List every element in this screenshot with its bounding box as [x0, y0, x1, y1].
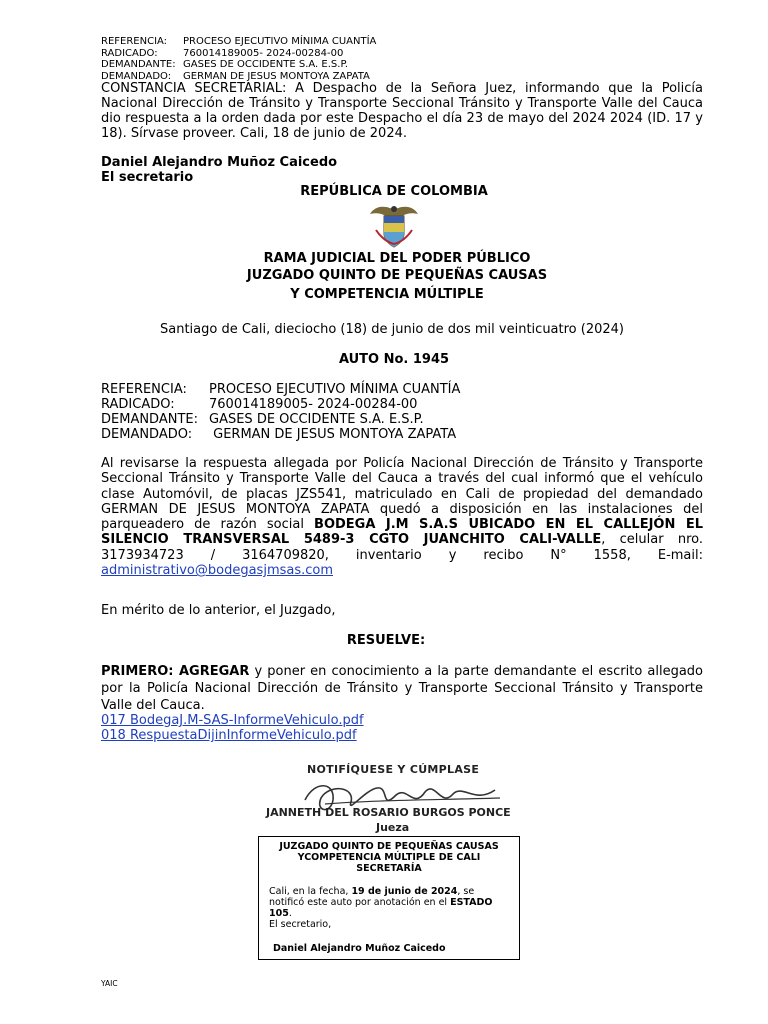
box-heading-3: SECRETARÍA [356, 863, 422, 874]
box-heading-2: YCOMPETENCIA MÚLTIPLE DE CALI [297, 852, 481, 863]
judge-name: JANNETH DEL ROSARIO BURGOS PONCE [266, 806, 511, 819]
notification-stamp-box [258, 836, 520, 960]
header-ref-row: DEMANDANTE: GASES DE OCCIDENTE S.A. E.S.P. [101, 59, 349, 70]
court-line-1: RAMA JUDICIAL DEL PODER PÚBLICO [263, 251, 531, 266]
republic-heading: REPÚBLICA DE COLOMBIA [300, 184, 488, 199]
judge-role: Jueza [376, 821, 410, 834]
court-line-2: JUZGADO QUINTO DE PEQUEÑAS CAUSAS [246, 268, 548, 283]
auto-number: AUTO No. 1945 [338, 352, 450, 367]
box-secretary-role: El secretario, [269, 919, 332, 930]
date-line: Santiago de Cali, dieciocho (18) de junio de dos mil veinticuatro (2024) [159, 322, 624, 337]
attachment-link-018[interactable]: 018 RespuestaDijinInformeVehiculo.pdf [101, 728, 357, 743]
reference-block [101, 382, 460, 442]
email-link[interactable]: administrativo@bodegasjmsas.com [101, 563, 334, 579]
header-ref-row: RADICADO: 760014189005- 2024-00284-00 [101, 47, 344, 59]
header-ref-row: REFERENCIA: PROCESO EJECUTIVO MÍNIMA CUANTÍA [101, 36, 377, 47]
attachment-links [101, 713, 703, 743]
header-ref-row: DEMANDADO: GERMAN DE JESUS MONTOYA ZAPATA [101, 70, 370, 82]
constancia-secretarial: CONSTANCIA SECRETARIAL: A Despacho de la Señora Juez, informando que la Policía Nacional Dirección de Tránsito y Transporte Seccional Tránsito y Transporte Valle del Cauca dio respuesta a la orden dada por este Despacho el día 23 de mayo del 2024 2024 (ID. 17 y 18). Sírvase proveer. Cali, 18 de junio de 2024. [101, 81, 703, 141]
secretary-role: El secretario [101, 170, 194, 185]
court-line-3: Y COMPETENCIA MÚLTIPLE [290, 287, 484, 302]
resuelve-heading: RESUELVE: [346, 633, 426, 648]
coat-of-arms-icon [366, 200, 422, 250]
header-reference-block [101, 36, 376, 82]
secretary-name: Daniel Alejandro Muñoz Caicedo [101, 155, 338, 170]
footer-initials: YAIC [101, 979, 118, 988]
primero-paragraph: PRIMERO: AGREGAR y poner en conocimiento a la parte demandante el escrito allegado por la Policía Nacional Dirección de Tránsito y Transporte Seccional Tránsito y Transporte Valle del Cauca. [101, 664, 704, 713]
signature-title: NOTIFÍQUESE Y CÚMPLASE [307, 763, 480, 776]
ref-row: DEMANDADO: GERMAN DE JESUS MONTOYA ZAPATA [101, 427, 457, 442]
ref-row: DEMANDANTE: GASES DE OCCIDENTE S.A. E.S.P. [101, 412, 424, 427]
ref-row: RADICADO: 760014189005- 2024-00284-00 [101, 397, 418, 412]
box-heading-1: JUZGADO QUINTO DE PEQUEÑAS CAUSAS [279, 841, 499, 852]
attachment-link-017[interactable]: 017 BodegaJ.M-SAS-InformeVehiculo.pdf [101, 713, 364, 728]
ref-row: REFERENCIA: PROCESO EJECUTIVO MÍNIMA CUANTÍA [101, 382, 461, 397]
body-paragraph: Al revisarse la respuesta allegada por Policía Nacional Dirección de Tránsito y Transporte Seccional Tránsito y Transporte Valle del Cauca a través del cual informó que el vehículo clase Automóvil, de placas JZS541, matriculado en Cali de propiedad del demandado GERMAN DE JESUS MONTOYA ZAPATA quedó a disposición en las instalaciones del parqueadero de razón social BODEGA J.M S.A.S UBICADO EN EL CALLEJÓN EL SILENCIO TRANSVERSAL 5489-3 CGTO JUANCHITO CALI-VALLE, celular nro. 3173934723 / 3164709820, inventario y recibo N° 1558, E-mail: administrativo@bodegasjmsas.com [101, 456, 703, 579]
box-notice-text: Cali, en la fecha, 19 de junio de 2024, se notificó este auto por anotación en el ESTADO 105. [269, 886, 493, 919]
merito-text: En mérito de lo anterior, el Juzgado, [101, 603, 336, 618]
box-secretary-name: Daniel Alejandro Muñoz Caicedo [273, 943, 446, 954]
